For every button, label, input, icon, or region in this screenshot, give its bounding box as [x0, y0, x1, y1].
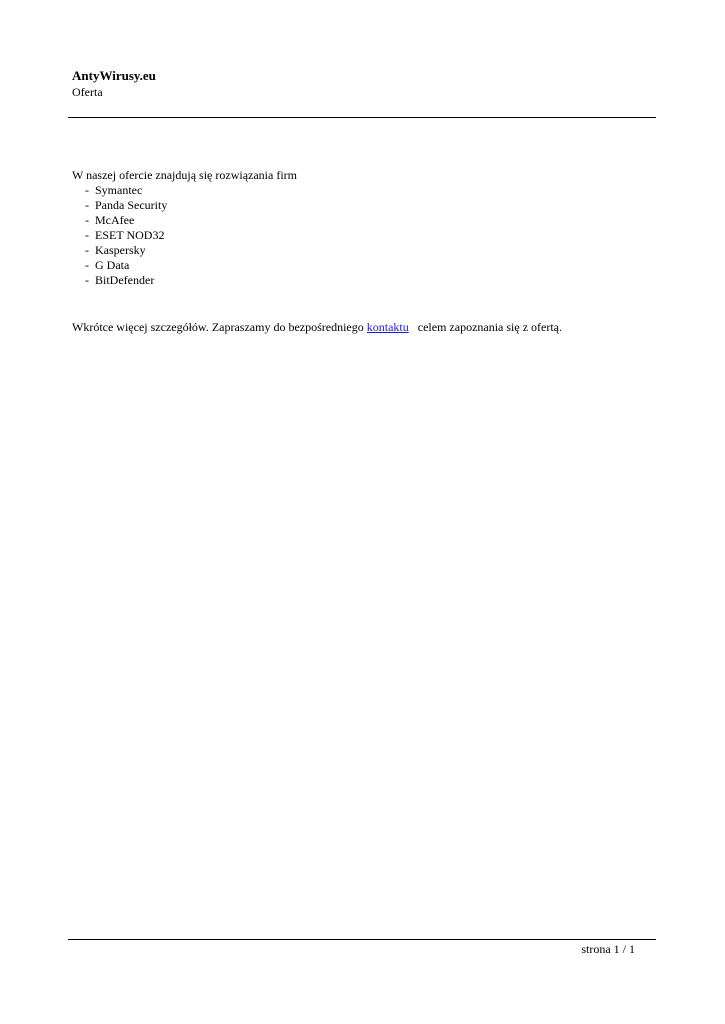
outro-text-after: celem zapoznania się z ofertą.	[417, 320, 563, 334]
vendor-name: McAfee	[95, 213, 135, 227]
list-item	[72, 273, 656, 288]
header-divider	[68, 117, 656, 118]
outro-paragraph	[72, 320, 672, 335]
list-marker: -	[85, 183, 89, 197]
vendor-name: Panda Security	[95, 198, 168, 212]
vendor-name: BitDefender	[95, 273, 155, 287]
page-header	[72, 68, 656, 100]
list-item	[72, 258, 656, 273]
list-marker: -	[85, 243, 89, 257]
list-item	[72, 243, 656, 258]
vendor-name: Kaspersky	[95, 243, 146, 257]
page-subtitle: Oferta	[72, 85, 103, 99]
list-item	[72, 198, 656, 213]
list-marker: -	[85, 273, 89, 287]
intro-text: W naszej ofercie znajdują się rozwiązania firm	[72, 168, 297, 182]
list-marker: -	[85, 213, 89, 227]
contact-link[interactable]: kontaktu	[366, 320, 409, 334]
vendor-name: ESET NOD32	[95, 228, 165, 242]
outro-text-before: Wkrótce więcej szczegółów. Zapraszamy do bezpośredniego	[72, 320, 364, 334]
list-marker: -	[85, 228, 89, 242]
list-item	[72, 183, 656, 198]
site-title: AntyWirusy.eu	[72, 68, 156, 83]
vendor-name: Symantec	[95, 183, 143, 197]
list-marker: -	[85, 258, 89, 272]
vendor-list	[72, 183, 656, 288]
list-item	[72, 228, 656, 243]
list-marker: -	[85, 198, 89, 212]
main-content	[72, 168, 656, 288]
page-number: strona 1 / 1	[581, 942, 635, 956]
vendor-name: G Data	[95, 258, 130, 272]
list-item	[72, 213, 656, 228]
footer-divider	[68, 939, 656, 940]
